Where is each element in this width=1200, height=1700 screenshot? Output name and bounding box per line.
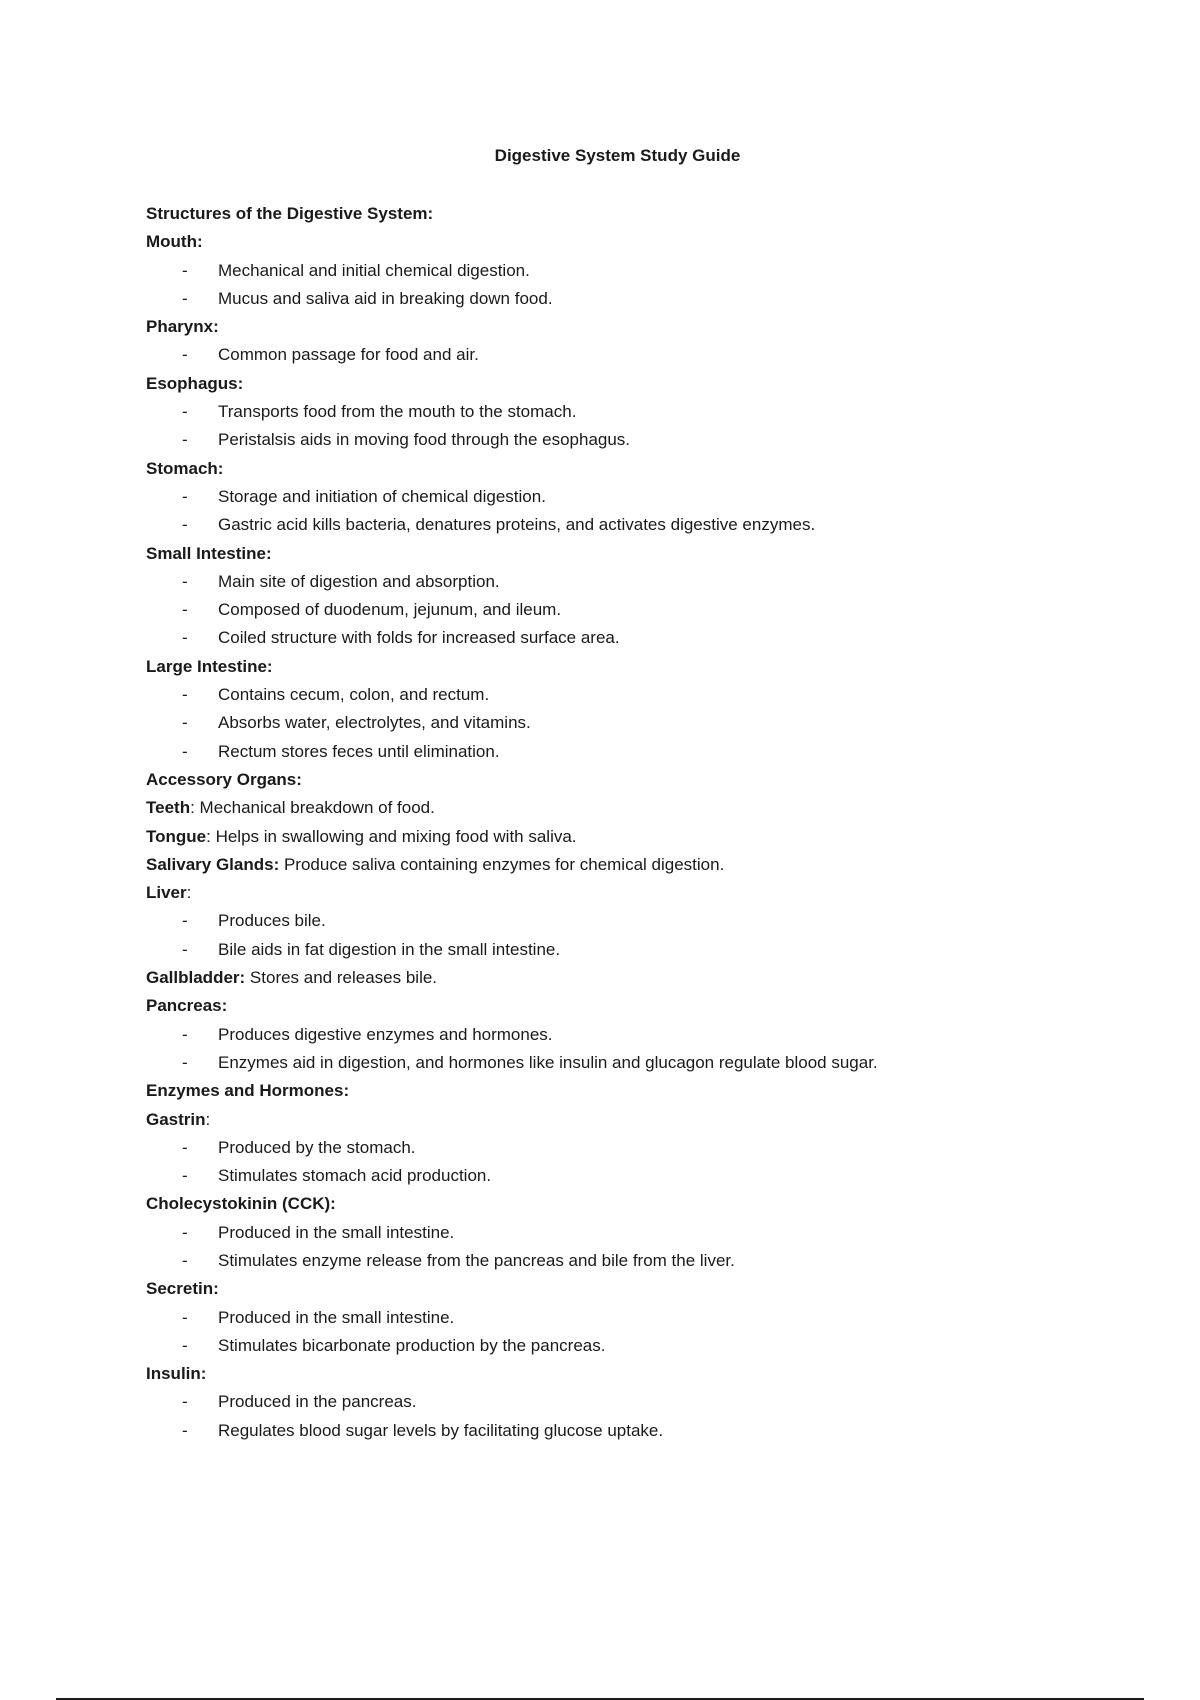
list-item <box>146 511 1146 539</box>
list-item <box>146 1388 1146 1416</box>
section-heading: Stomach: <box>146 458 224 478</box>
bullet-marker: - <box>182 402 188 422</box>
list-item <box>146 1332 1146 1360</box>
list-item <box>146 1417 1146 1445</box>
list-item <box>146 738 1146 766</box>
bullet-marker: - <box>182 1335 188 1355</box>
term-description: Mechanical breakdown of food. <box>199 798 435 818</box>
bullet-marker: - <box>182 911 188 931</box>
section-heading: Mouth: <box>146 232 203 252</box>
list-item <box>146 624 1146 652</box>
list-item <box>146 1162 1146 1190</box>
bullet-marker: - <box>182 741 188 761</box>
section-heading: Esophagus: <box>146 373 244 393</box>
list-item <box>146 709 1146 737</box>
list-item <box>146 1049 1146 1077</box>
list-item <box>146 426 1146 454</box>
section-heading: Cholecystokinin (CCK): <box>146 1194 336 1214</box>
list-item <box>146 681 1146 709</box>
term-description: Stores and releases bile. <box>249 968 438 988</box>
list-item-text: Produces digestive enzymes and hormones. <box>218 1024 553 1044</box>
list-item <box>146 596 1146 624</box>
list-item-text: Contains cecum, colon, and rectum. <box>218 685 490 705</box>
list-item <box>146 341 1146 369</box>
list-item <box>146 1304 1146 1332</box>
term-label: Gastrin <box>146 1109 206 1129</box>
bullet-marker: - <box>182 939 188 959</box>
list-item-text: Absorbs water, electrolytes, and vitamins. <box>218 713 531 733</box>
list-item-text: Mechanical and initial chemical digestion. <box>218 260 530 280</box>
section-heading: Large Intestine: <box>146 656 273 676</box>
list-item-text: Storage and initiation of chemical digestion. <box>218 486 546 506</box>
term-definition <box>146 879 1146 907</box>
list-item <box>146 1021 1146 1049</box>
bullet-marker: - <box>182 430 188 450</box>
section-heading: Accessory Organs: <box>146 769 302 789</box>
list-item <box>146 936 1146 964</box>
bullet-marker: - <box>182 1024 188 1044</box>
term-description: Produce saliva containing enzymes for chemical digestion. <box>283 854 725 874</box>
list-item-text: Bile aids in fat digestion in the small intestine. <box>218 939 561 959</box>
term-separator: : <box>206 826 216 846</box>
bullet-marker: - <box>182 288 188 308</box>
bullet-marker: - <box>182 1137 188 1157</box>
list-item-text: Main site of digestion and absorption. <box>218 571 500 591</box>
list-item-text: Stimulates stomach acid production. <box>218 1166 492 1186</box>
bullet-marker: - <box>182 1052 188 1072</box>
list-item <box>146 568 1146 596</box>
bullet-marker: - <box>182 1420 188 1440</box>
bullet-marker: - <box>182 260 188 280</box>
list-item-text: Peristalsis aids in moving food through the esophagus. <box>218 430 631 450</box>
list-item-text: Produced by the stomach. <box>218 1137 416 1157</box>
term-definition <box>146 823 1146 851</box>
list-item <box>146 257 1146 285</box>
list-item-text: Produced in the pancreas. <box>218 1392 417 1412</box>
list-item-text: Stimulates enzyme release from the pancreas and bile from the liver. <box>218 1250 735 1270</box>
list-item <box>146 398 1146 426</box>
list-item <box>146 1219 1146 1247</box>
list-item-text: Enzymes aid in digestion, and hormones like insulin and glucagon regulate blood sugar. <box>218 1052 878 1072</box>
section-heading: Enzymes and Hormones: <box>146 1081 350 1101</box>
page-title: Digestive System Study Guide <box>494 146 741 165</box>
term-separator: : <box>190 798 200 818</box>
section-heading: Pharynx: <box>146 317 219 337</box>
term-definition <box>146 1106 1146 1134</box>
term-label: Salivary Glands: <box>146 854 280 874</box>
section-heading: Secretin: <box>146 1279 219 1299</box>
list-item-text: Common passage for food and air. <box>218 345 479 365</box>
list-item-text: Coiled structure with folds for increased surface area. <box>218 628 620 648</box>
bullet-marker: - <box>182 571 188 591</box>
section-heading: Structures of the Digestive System: <box>146 204 434 223</box>
term-definition <box>146 851 1146 879</box>
bullet-marker: - <box>182 1250 188 1270</box>
list-item-text: Composed of duodenum, jejunum, and ileum. <box>218 600 562 620</box>
list-item-text: Produces bile. <box>218 911 326 931</box>
bullet-marker: - <box>182 1222 188 1242</box>
section-heading: Insulin: <box>146 1364 207 1384</box>
bullet-marker: - <box>182 685 188 705</box>
list-item <box>146 1247 1146 1275</box>
bullet-marker: - <box>182 345 188 365</box>
term-label: Teeth <box>146 798 191 818</box>
list-item <box>146 285 1146 313</box>
term-separator: : <box>186 883 192 903</box>
list-item-text: Regulates blood sugar levels by facilitating glucose uptake. <box>218 1420 664 1440</box>
term-definition <box>146 794 1146 822</box>
document-body <box>146 200 1146 1445</box>
bullet-marker: - <box>182 1392 188 1412</box>
term-label: Gallbladder: <box>146 968 246 988</box>
bullet-marker: - <box>182 713 188 733</box>
term-label: Tongue <box>146 826 207 846</box>
list-item-text: Produced in the small intestine. <box>218 1307 455 1327</box>
list-item-text: Stimulates bicarbonate production by the pancreas. <box>218 1335 606 1355</box>
list-item-text: Produced in the small intestine. <box>218 1222 455 1242</box>
section-heading: Small Intestine: <box>146 543 272 563</box>
list-item-text: Rectum stores feces until elimination. <box>218 741 500 761</box>
bullet-marker: - <box>182 1307 188 1327</box>
list-item <box>146 483 1146 511</box>
term-separator: : <box>205 1109 211 1129</box>
list-item-text: Transports food from the mouth to the stomach. <box>218 402 577 422</box>
term-description: Helps in swallowing and mixing food with saliva. <box>215 826 577 846</box>
bullet-marker: - <box>182 1166 188 1186</box>
list-item <box>146 1134 1146 1162</box>
bullet-marker: - <box>182 628 188 648</box>
list-item <box>146 907 1146 935</box>
term-label: Liver <box>146 883 187 903</box>
section-heading: Pancreas: <box>146 996 228 1016</box>
list-item-text: Mucus and saliva aid in breaking down food. <box>218 288 553 308</box>
term-definition <box>146 964 1146 992</box>
bullet-marker: - <box>182 486 188 506</box>
bullet-marker: - <box>182 515 188 535</box>
list-item-text: Gastric acid kills bacteria, denatures proteins, and activates digestive enzymes. <box>218 515 816 535</box>
bullet-marker: - <box>182 600 188 620</box>
